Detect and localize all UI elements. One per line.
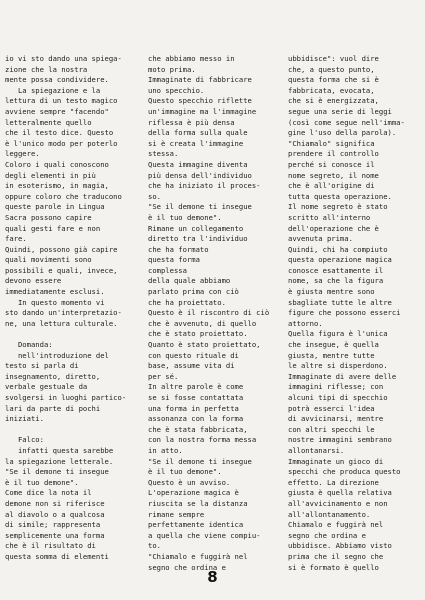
paragraph: In questo momento vi sto dando un'interpretazio- ne, una lettura culturale. [5,297,122,328]
paragraph: Questo specchio riflette un'immagine ma l'immagine riflessa è più densa della forma sulla quale si è creata l'immagine stessa. [148,96,257,159]
paragraph: In altre parole è come se si fosse contattata una forma in perfetta assonanza con la forma che è stata fabbricata, con la nostra forma messa in atto. [148,382,257,455]
text-column-right [288,54,421,573]
paragraph: "Se il demone ti insegue è il tuo demone". [148,456,252,477]
paragraph: Domanda: [5,340,53,350]
paragraph: Immaginate un gioco di specchi che produca questo effetto. La direzione giusta è quella relativa all'avvicinamento e non all'allontanamento. [288,456,401,519]
paragraph: Questa immagine diventa più densa dell'individuo che ha iniziato il proces- so. [148,159,261,201]
paragraph: Quanto è stato proiettato, con questo rituale di base, assume vita di per sé. [148,340,261,381]
text-column-left [5,54,145,563]
paragraph: La spiegazione e la lettura di un testo magico avviene sempre "facendo" letteralmente quello che il testo dice. Questo è l'unico modo per poterlo leggere. [5,85,118,159]
paragraph: Immaginate di fabbricare uno specchio. [148,75,252,95]
paragraph: "Chiamalo e fuggirà nel segno che ordina e [148,551,248,572]
paragraph: che abbiamo messo in moto prima. [148,54,235,74]
paragraph: Immaginate di avere delle immagini riflesse; con alcuni tipi di specchio potrà esserci l'idea di avvicinarsi, mentre con altri specchi le nostre immagini sembrano allontanarsi. [288,371,397,455]
paragraph: Quindi, possono già capire quali movimenti sono possibili e quali, invece, devono essere immediatamente esclusi. [5,244,118,297]
paragraph: Falco: [5,435,44,445]
paragraph-spacer [5,425,145,436]
paragraph: nell'introduzione del testo si parla di insegnamento, diretto, verbale gestuale da svolgersi in luoghi partico- lari da parte di pochi iniziati. [5,350,127,424]
page-number: 8 [207,568,218,586]
paragraph: Quindi, chi ha compiuto questa operazione magica conosce esattamente il nome, sa che la figura è giusta mentre sono sbagliate tutte le altre figure che possono esserci attorno. [288,244,401,328]
paragraph: io vi sto dando una spiega- zione che la nostra mente possa condividere. [5,54,122,85]
paragraph: Il nome segreto è stato scritto all'interno dell'operazione che è avvenuta prima. [288,202,388,244]
paragraph: Questo è un avviso. [148,477,231,487]
paragraph: "Se il demone ti insegue è il tuo demone". [148,202,252,222]
paragraph: Rimane un collegamento diretto tra l'individuo che ha formato questa forma complessa della quale abbiamo parlato prima con ciò che ha proiettato. [148,223,248,307]
paragraph: infatti questa sarebbe la spiegazione letterale. "Se il demone ti insegue è il tuo demone". [5,445,114,487]
paragraph: Coloro i quali conoscono degli elementi in più in esoterismo, in magia, oppure coloro che traducono queste parole in Lingua Sacra possono capire quali gesti fare e non fare. [5,159,122,244]
paragraph: ubbidisce": vuol dire che, a questo punto, questa forma che si è fabbricata, evocata, che si è energizzata, segue una serie di leggi (così come segue nell'imma- gine l'uso della parola). [288,54,405,138]
paragraph: Quella figura è l'unica che insegue, è quella giusta, mentre tutte le altre si disperdono. [288,329,388,371]
paragraph-spacer [5,329,145,340]
paragraph: Chiamalo e fuggirà nel segno che ordina e ubbidisce. Abbiamo visto prima che il segno che si è formato è quello [288,520,392,572]
text-column-middle [148,54,288,573]
paragraph: Come dice la nota il demone non si riferisce al diavolo o a qualcosa di simile; rappresenta semplicemente una forma che è il risultato di questa somma di elementi [5,488,109,561]
paragraph: "Chiamalo" significa prendere il controllo perché si conosce il nome segreto, il nome che è all'origine di tutta questa operazione. [288,138,392,201]
paragraph: L'operazione magica è riuscita se la distanza rimane sempre perfettamente identica a quella che viene compiu- to. [148,488,261,551]
paragraph: Questo è il riscontro di ciò che è avvenuto, di quello che è stato proiettato. [148,308,270,339]
